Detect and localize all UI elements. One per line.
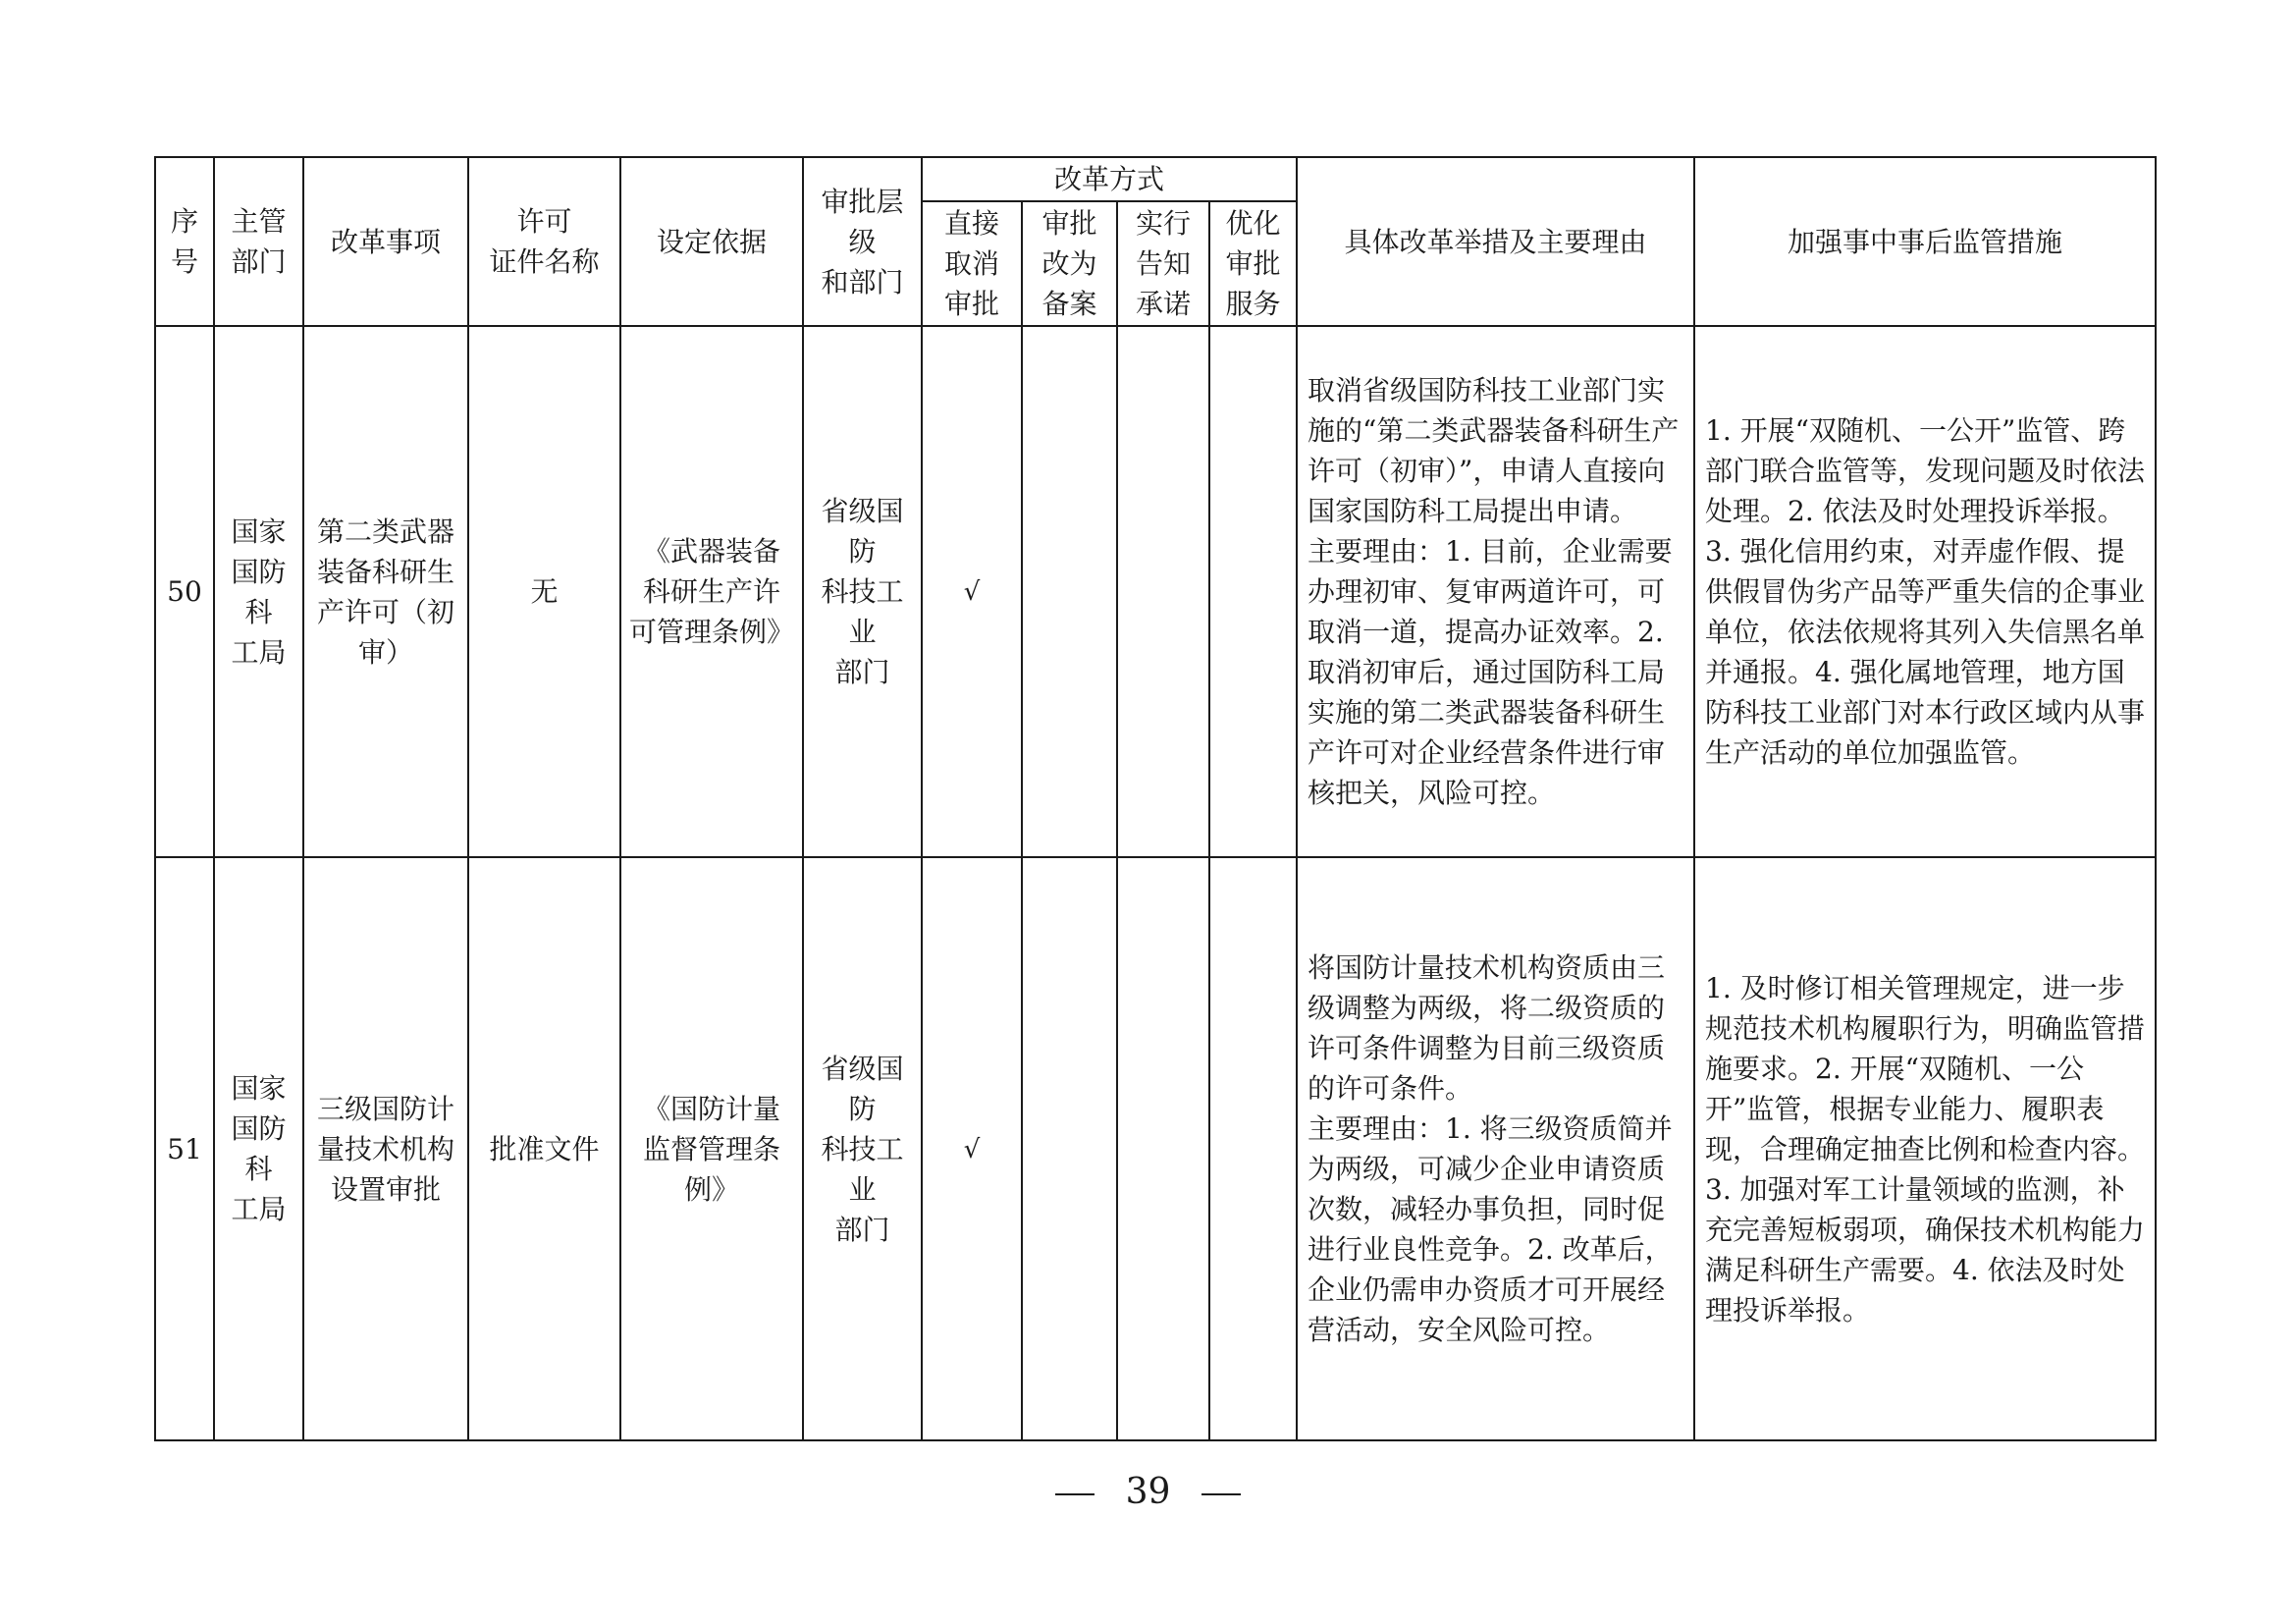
row-supervision: 1. 及时修订相关管理规定，进一步规范技术机构履职行为，明确监管措施要求。2. 开展“双随机、一公开”监管，根据专业能力、履职表现，合理确定抽查比例和检查内容。3. 加强对军工计量领域的监测，补充完善短板弱项，确保技术机构能力满足科研生产需要。4. 依法及时处理投诉举报。 (1694, 857, 2156, 1440)
row-license: 批准文件 (468, 857, 620, 1440)
row-commit-check (1117, 326, 1209, 857)
header-supervision: 加强事中事后监管措施 (1694, 157, 2156, 326)
row-basis: 《武器装备 科研生产许 可管理条例》 (620, 326, 803, 857)
header-seq: 序 号 (155, 157, 214, 326)
row-license: 无 (468, 326, 620, 857)
row-basis: 《国防计量 监督管理条 例》 (620, 857, 803, 1440)
row-item: 三级国防计 量技术机构 设置审批 (303, 857, 468, 1440)
row-dept: 国家 国防科 工局 (214, 326, 303, 857)
row-cancel-check: √ (922, 326, 1022, 857)
header-row-1 (155, 157, 2156, 201)
row-optimize-check (1209, 326, 1297, 857)
header-optimize: 优化 审批 服务 (1209, 201, 1297, 326)
row-dept: 国家 国防科 工局 (214, 857, 303, 1440)
header-record: 审批 改为 备案 (1022, 201, 1117, 326)
footer-dash-right (1201, 1493, 1241, 1495)
row-seq: 50 (155, 326, 214, 857)
page-number: 39 (1125, 1472, 1171, 1512)
header-reform-group: 改革方式 (922, 157, 1297, 201)
row-item: 第二类武器 装备科研生 产许可（初 审） (303, 326, 468, 857)
row-commit-check (1117, 857, 1209, 1440)
row-measures: 取消省级国防科技工业部门实施的“第二类武器装备科研生产许可（初审）”，申请人直接向国家国防科工局提出申请。 主要理由：1. 目前，企业需要办理初审、复审两道许可，可取消一道，提高办证效率。2. 取消初审后，通过国防科工局实施的第二类武器装备科研生产许可对企业经营条件进行审核把关，风险可控。 (1297, 326, 1694, 857)
row-record-check (1022, 326, 1117, 857)
header-dept: 主管 部门 (214, 157, 303, 326)
row-seq: 51 (155, 857, 214, 1440)
row-supervision: 1. 开展“双随机、一公开”监管、跨部门联合监管等，发现问题及时依法处理。2. 依法及时处理投诉举报。3. 强化信用约束，对弄虚作假、提供假冒伪劣产品等严重失信的企事业单位，依法依规将其列入失信黑名单并通报。4. 强化属地管理，地方国防科技工业部门对本行政区域内从事生产活动的单位加强监管。 (1694, 326, 2156, 857)
reform-table (154, 156, 2157, 1441)
header-commit: 实行 告知 承诺 (1117, 201, 1209, 326)
header-license: 许可 证件名称 (468, 157, 620, 326)
header-cancel: 直接 取消 审批 (922, 201, 1022, 326)
row-level: 省级国防 科技工业 部门 (803, 326, 922, 857)
page-footer (0, 1473, 2296, 1512)
header-measures: 具体改革举措及主要理由 (1297, 157, 1694, 326)
header-basis: 设定依据 (620, 157, 803, 326)
row-level: 省级国防 科技工业 部门 (803, 857, 922, 1440)
table-row (155, 857, 2156, 1440)
row-cancel-check: √ (922, 857, 1022, 1440)
header-item: 改革事项 (303, 157, 468, 326)
table-row (155, 326, 2156, 857)
row-measures: 将国防计量技术机构资质由三级调整为两级，将二级资质的许可条件调整为目前三级资质的许可条件。 主要理由：1. 将三级资质简并为两级，可减少企业申请资质次数，减轻办事负担，同时促进行业良性竞争。2. 改革后，企业仍需申办资质才可开展经营活动，安全风险可控。 (1297, 857, 1694, 1440)
row-optimize-check (1209, 857, 1297, 1440)
row-record-check (1022, 857, 1117, 1440)
header-level: 审批层级 和部门 (803, 157, 922, 326)
footer-dash-left (1055, 1493, 1095, 1495)
